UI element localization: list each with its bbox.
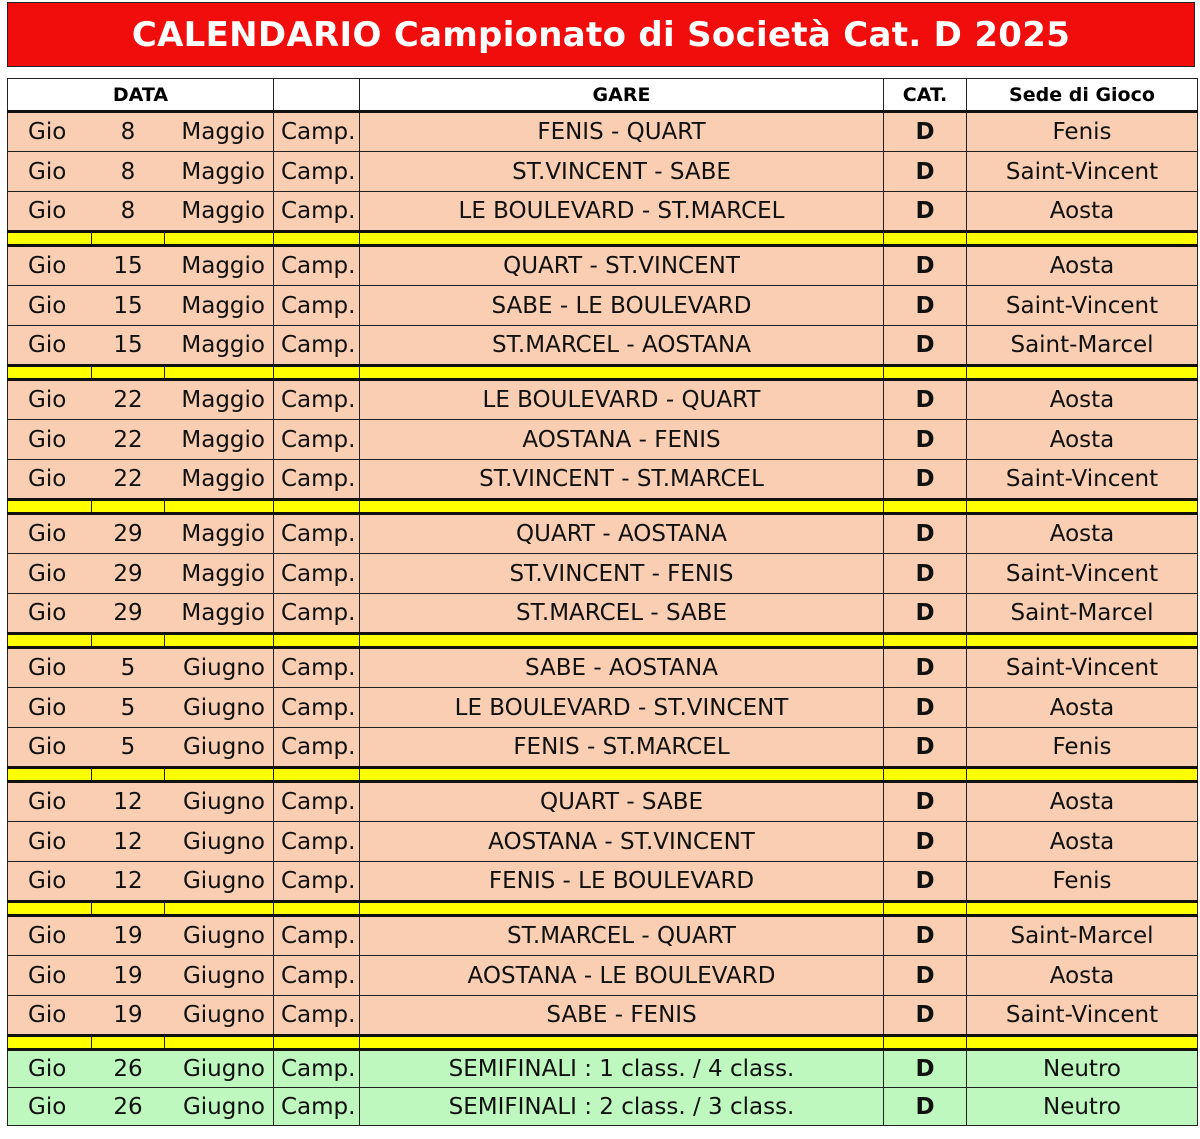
match-day: Gio xyxy=(8,648,92,688)
match-game: QUART - AOSTANA xyxy=(360,514,884,554)
page-title: CALENDARIO Campionato di Società Cat. D 2025 xyxy=(7,2,1195,67)
match-game: SABE - FENIS xyxy=(360,996,884,1036)
match-day: Gio xyxy=(8,514,92,554)
match-game: SABE - AOSTANA xyxy=(360,648,884,688)
match-category: D xyxy=(884,152,967,192)
match-venue: Fenis xyxy=(967,862,1198,902)
match-venue: Aosta xyxy=(967,192,1198,232)
match-game: FENIS - LE BOULEVARD xyxy=(360,862,884,902)
separator-cell xyxy=(360,366,884,380)
match-date-number: 12 xyxy=(92,862,165,902)
match-venue: Saint-Marcel xyxy=(967,916,1198,956)
match-row xyxy=(8,460,1198,500)
match-game: AOSTANA - FENIS xyxy=(360,420,884,460)
match-game: LE BOULEVARD - ST.VINCENT xyxy=(360,688,884,728)
match-venue: Saint-Vincent xyxy=(967,460,1198,500)
match-game: ST.VINCENT - SABE xyxy=(360,152,884,192)
match-venue: Aosta xyxy=(967,822,1198,862)
match-category: D xyxy=(884,862,967,902)
match-day: Gio xyxy=(8,782,92,822)
match-month: Giugno xyxy=(165,728,274,768)
match-venue: Aosta xyxy=(967,246,1198,286)
match-game: LE BOULEVARD - QUART xyxy=(360,380,884,420)
match-day: Gio xyxy=(8,192,92,232)
match-day: Gio xyxy=(8,380,92,420)
match-row xyxy=(8,192,1198,232)
separator-cell xyxy=(884,768,967,782)
separator-cell xyxy=(8,366,92,380)
match-date-number: 15 xyxy=(92,246,165,286)
match-venue: Saint-Vincent xyxy=(967,648,1198,688)
match-month: Maggio xyxy=(165,554,274,594)
match-category: D xyxy=(884,554,967,594)
match-day: Gio xyxy=(8,956,92,996)
match-category: D xyxy=(884,916,967,956)
match-day: Gio xyxy=(8,286,92,326)
header-cat: CAT. xyxy=(884,79,967,112)
separator-cell xyxy=(165,768,274,782)
header-row xyxy=(8,79,1198,112)
match-row xyxy=(8,514,1198,554)
week-separator xyxy=(8,902,1198,916)
match-day: Gio xyxy=(8,460,92,500)
match-date-number: 22 xyxy=(92,420,165,460)
match-game: SEMIFINALI : 2 class. / 3 class. xyxy=(360,1088,884,1126)
match-venue: Fenis xyxy=(967,728,1198,768)
match-type: Camp. xyxy=(274,286,360,326)
separator-cell xyxy=(360,500,884,514)
match-category: D xyxy=(884,996,967,1036)
match-category: D xyxy=(884,728,967,768)
match-category: D xyxy=(884,286,967,326)
match-date-number: 5 xyxy=(92,728,165,768)
match-month: Giugno xyxy=(165,648,274,688)
match-category: D xyxy=(884,648,967,688)
match-day: Gio xyxy=(8,822,92,862)
match-row xyxy=(8,112,1198,152)
separator-cell xyxy=(92,768,165,782)
match-month: Maggio xyxy=(165,326,274,366)
match-row xyxy=(8,782,1198,822)
separator-cell xyxy=(884,500,967,514)
match-row xyxy=(8,286,1198,326)
separator-cell xyxy=(884,634,967,648)
match-date-number: 15 xyxy=(92,326,165,366)
match-venue: Saint-Marcel xyxy=(967,326,1198,366)
header-gare: GARE xyxy=(360,79,884,112)
match-date-number: 12 xyxy=(92,782,165,822)
separator-cell xyxy=(884,232,967,246)
match-month: Giugno xyxy=(165,688,274,728)
match-game: QUART - ST.VINCENT xyxy=(360,246,884,286)
match-type: Camp. xyxy=(274,1088,360,1126)
match-venue: Neutro xyxy=(967,1088,1198,1126)
match-game: AOSTANA - ST.VINCENT xyxy=(360,822,884,862)
match-month: Maggio xyxy=(165,192,274,232)
match-venue: Neutro xyxy=(967,1050,1198,1088)
match-venue: Aosta xyxy=(967,956,1198,996)
match-date-number: 5 xyxy=(92,688,165,728)
semifinal-row xyxy=(8,1050,1198,1088)
match-row xyxy=(8,688,1198,728)
match-month: Maggio xyxy=(165,152,274,192)
match-game: ST.MARCEL - QUART xyxy=(360,916,884,956)
separator-cell xyxy=(360,634,884,648)
match-row xyxy=(8,420,1198,460)
separator-cell xyxy=(967,768,1198,782)
match-day: Gio xyxy=(8,246,92,286)
match-type: Camp. xyxy=(274,460,360,500)
separator-cell xyxy=(967,366,1198,380)
week-separator xyxy=(8,500,1198,514)
separator-cell xyxy=(967,500,1198,514)
match-game: ST.VINCENT - FENIS xyxy=(360,554,884,594)
match-date-number: 15 xyxy=(92,286,165,326)
match-venue: Saint-Vincent xyxy=(967,286,1198,326)
separator-cell xyxy=(274,500,360,514)
match-month: Maggio xyxy=(165,514,274,554)
header-blank xyxy=(274,79,360,112)
match-venue: Saint-Vincent xyxy=(967,152,1198,192)
match-date-number: 5 xyxy=(92,648,165,688)
match-category: D xyxy=(884,822,967,862)
match-row xyxy=(8,648,1198,688)
match-game: LE BOULEVARD - ST.MARCEL xyxy=(360,192,884,232)
separator-cell xyxy=(274,902,360,916)
separator-cell xyxy=(8,902,92,916)
match-date-number: 19 xyxy=(92,916,165,956)
match-venue: Aosta xyxy=(967,380,1198,420)
match-category: D xyxy=(884,782,967,822)
match-type: Camp. xyxy=(274,822,360,862)
match-game: FENIS - ST.MARCEL xyxy=(360,728,884,768)
match-month: Maggio xyxy=(165,286,274,326)
match-type: Camp. xyxy=(274,594,360,634)
match-date-number: 12 xyxy=(92,822,165,862)
separator-cell xyxy=(92,1036,165,1050)
separator-cell xyxy=(92,500,165,514)
match-day: Gio xyxy=(8,1050,92,1088)
separator-cell xyxy=(274,232,360,246)
match-category: D xyxy=(884,420,967,460)
separator-cell xyxy=(8,634,92,648)
match-venue: Saint-Vincent xyxy=(967,554,1198,594)
match-day: Gio xyxy=(8,728,92,768)
separator-cell xyxy=(360,232,884,246)
match-category: D xyxy=(884,594,967,634)
match-date-number: 29 xyxy=(92,594,165,634)
match-row xyxy=(8,246,1198,286)
match-category: D xyxy=(884,1050,967,1088)
match-row xyxy=(8,822,1198,862)
match-day: Gio xyxy=(8,420,92,460)
match-month: Maggio xyxy=(165,112,274,152)
separator-cell xyxy=(884,1036,967,1050)
match-month: Maggio xyxy=(165,246,274,286)
schedule-table xyxy=(7,78,1198,1126)
match-game: SABE - LE BOULEVARD xyxy=(360,286,884,326)
separator-cell xyxy=(884,902,967,916)
match-category: D xyxy=(884,514,967,554)
match-row xyxy=(8,380,1198,420)
separator-cell xyxy=(8,232,92,246)
match-game: ST.VINCENT - ST.MARCEL xyxy=(360,460,884,500)
match-category: D xyxy=(884,246,967,286)
separator-cell xyxy=(360,768,884,782)
separator-cell xyxy=(8,768,92,782)
match-date-number: 8 xyxy=(92,192,165,232)
separator-cell xyxy=(967,902,1198,916)
match-row xyxy=(8,554,1198,594)
match-game: ST.MARCEL - SABE xyxy=(360,594,884,634)
separator-cell xyxy=(274,634,360,648)
week-separator xyxy=(8,768,1198,782)
match-type: Camp. xyxy=(274,648,360,688)
match-date-number: 22 xyxy=(92,460,165,500)
match-game: QUART - SABE xyxy=(360,782,884,822)
separator-cell xyxy=(165,232,274,246)
match-type: Camp. xyxy=(274,782,360,822)
match-game: SEMIFINALI : 1 class. / 4 class. xyxy=(360,1050,884,1088)
separator-cell xyxy=(165,1036,274,1050)
separator-cell xyxy=(967,1036,1198,1050)
match-game: FENIS - QUART xyxy=(360,112,884,152)
separator-cell xyxy=(165,634,274,648)
match-category: D xyxy=(884,688,967,728)
match-date-number: 29 xyxy=(92,554,165,594)
match-date-number: 8 xyxy=(92,152,165,192)
match-type: Camp. xyxy=(274,728,360,768)
match-month: Giugno xyxy=(165,782,274,822)
match-category: D xyxy=(884,326,967,366)
match-type: Camp. xyxy=(274,326,360,366)
match-category: D xyxy=(884,192,967,232)
schedule-body xyxy=(8,112,1198,1126)
match-date-number: 22 xyxy=(92,380,165,420)
match-category: D xyxy=(884,460,967,500)
match-game: ST.MARCEL - AOSTANA xyxy=(360,326,884,366)
week-separator xyxy=(8,366,1198,380)
match-row xyxy=(8,862,1198,902)
separator-cell xyxy=(274,366,360,380)
match-category: D xyxy=(884,380,967,420)
match-row xyxy=(8,996,1198,1036)
match-category: D xyxy=(884,1088,967,1126)
match-date-number: 26 xyxy=(92,1088,165,1126)
match-type: Camp. xyxy=(274,862,360,902)
separator-cell xyxy=(274,1036,360,1050)
match-type: Camp. xyxy=(274,112,360,152)
match-month: Maggio xyxy=(165,594,274,634)
match-date-number: 29 xyxy=(92,514,165,554)
match-month: Giugno xyxy=(165,822,274,862)
separator-cell xyxy=(165,366,274,380)
match-month: Maggio xyxy=(165,380,274,420)
match-day: Gio xyxy=(8,326,92,366)
separator-cell xyxy=(967,634,1198,648)
match-row xyxy=(8,916,1198,956)
match-type: Camp. xyxy=(274,956,360,996)
match-type: Camp. xyxy=(274,916,360,956)
match-date-number: 26 xyxy=(92,1050,165,1088)
match-venue: Aosta xyxy=(967,688,1198,728)
separator-cell xyxy=(967,232,1198,246)
separator-cell xyxy=(92,232,165,246)
match-day: Gio xyxy=(8,862,92,902)
header-sede: Sede di Gioco xyxy=(967,79,1198,112)
match-row xyxy=(8,152,1198,192)
separator-cell xyxy=(8,1036,92,1050)
separator-cell xyxy=(8,500,92,514)
match-type: Camp. xyxy=(274,514,360,554)
match-row xyxy=(8,728,1198,768)
match-venue: Aosta xyxy=(967,514,1198,554)
match-category: D xyxy=(884,956,967,996)
match-day: Gio xyxy=(8,554,92,594)
match-day: Gio xyxy=(8,688,92,728)
match-type: Camp. xyxy=(274,554,360,594)
match-day: Gio xyxy=(8,112,92,152)
match-month: Giugno xyxy=(165,996,274,1036)
match-day: Gio xyxy=(8,1088,92,1126)
match-month: Giugno xyxy=(165,1088,274,1126)
week-separator xyxy=(8,634,1198,648)
separator-cell xyxy=(165,902,274,916)
match-venue: Aosta xyxy=(967,420,1198,460)
match-type: Camp. xyxy=(274,380,360,420)
match-date-number: 8 xyxy=(92,112,165,152)
match-month: Giugno xyxy=(165,916,274,956)
match-venue: Fenis xyxy=(967,112,1198,152)
header-data: DATA xyxy=(8,79,274,112)
match-month: Giugno xyxy=(165,956,274,996)
match-date-number: 19 xyxy=(92,956,165,996)
match-type: Camp. xyxy=(274,688,360,728)
separator-cell xyxy=(92,634,165,648)
match-row xyxy=(8,956,1198,996)
match-day: Gio xyxy=(8,594,92,634)
separator-cell xyxy=(92,366,165,380)
match-type: Camp. xyxy=(274,1050,360,1088)
separator-cell xyxy=(360,1036,884,1050)
match-type: Camp. xyxy=(274,192,360,232)
separator-cell xyxy=(360,902,884,916)
match-type: Camp. xyxy=(274,996,360,1036)
match-date-number: 19 xyxy=(92,996,165,1036)
match-row xyxy=(8,326,1198,366)
match-day: Gio xyxy=(8,152,92,192)
separator-cell xyxy=(884,366,967,380)
match-day: Gio xyxy=(8,916,92,956)
match-month: Maggio xyxy=(165,460,274,500)
match-venue: Aosta xyxy=(967,782,1198,822)
match-day: Gio xyxy=(8,996,92,1036)
separator-cell xyxy=(274,768,360,782)
match-venue: Saint-Vincent xyxy=(967,996,1198,1036)
match-venue: Saint-Marcel xyxy=(967,594,1198,634)
separator-cell xyxy=(165,500,274,514)
match-type: Camp. xyxy=(274,246,360,286)
match-game: AOSTANA - LE BOULEVARD xyxy=(360,956,884,996)
week-separator xyxy=(8,232,1198,246)
semifinal-row xyxy=(8,1088,1198,1126)
match-month: Maggio xyxy=(165,420,274,460)
week-separator xyxy=(8,1036,1198,1050)
match-type: Camp. xyxy=(274,420,360,460)
match-month: Giugno xyxy=(165,862,274,902)
match-type: Camp. xyxy=(274,152,360,192)
separator-cell xyxy=(92,902,165,916)
match-row xyxy=(8,594,1198,634)
match-category: D xyxy=(884,112,967,152)
match-month: Giugno xyxy=(165,1050,274,1088)
